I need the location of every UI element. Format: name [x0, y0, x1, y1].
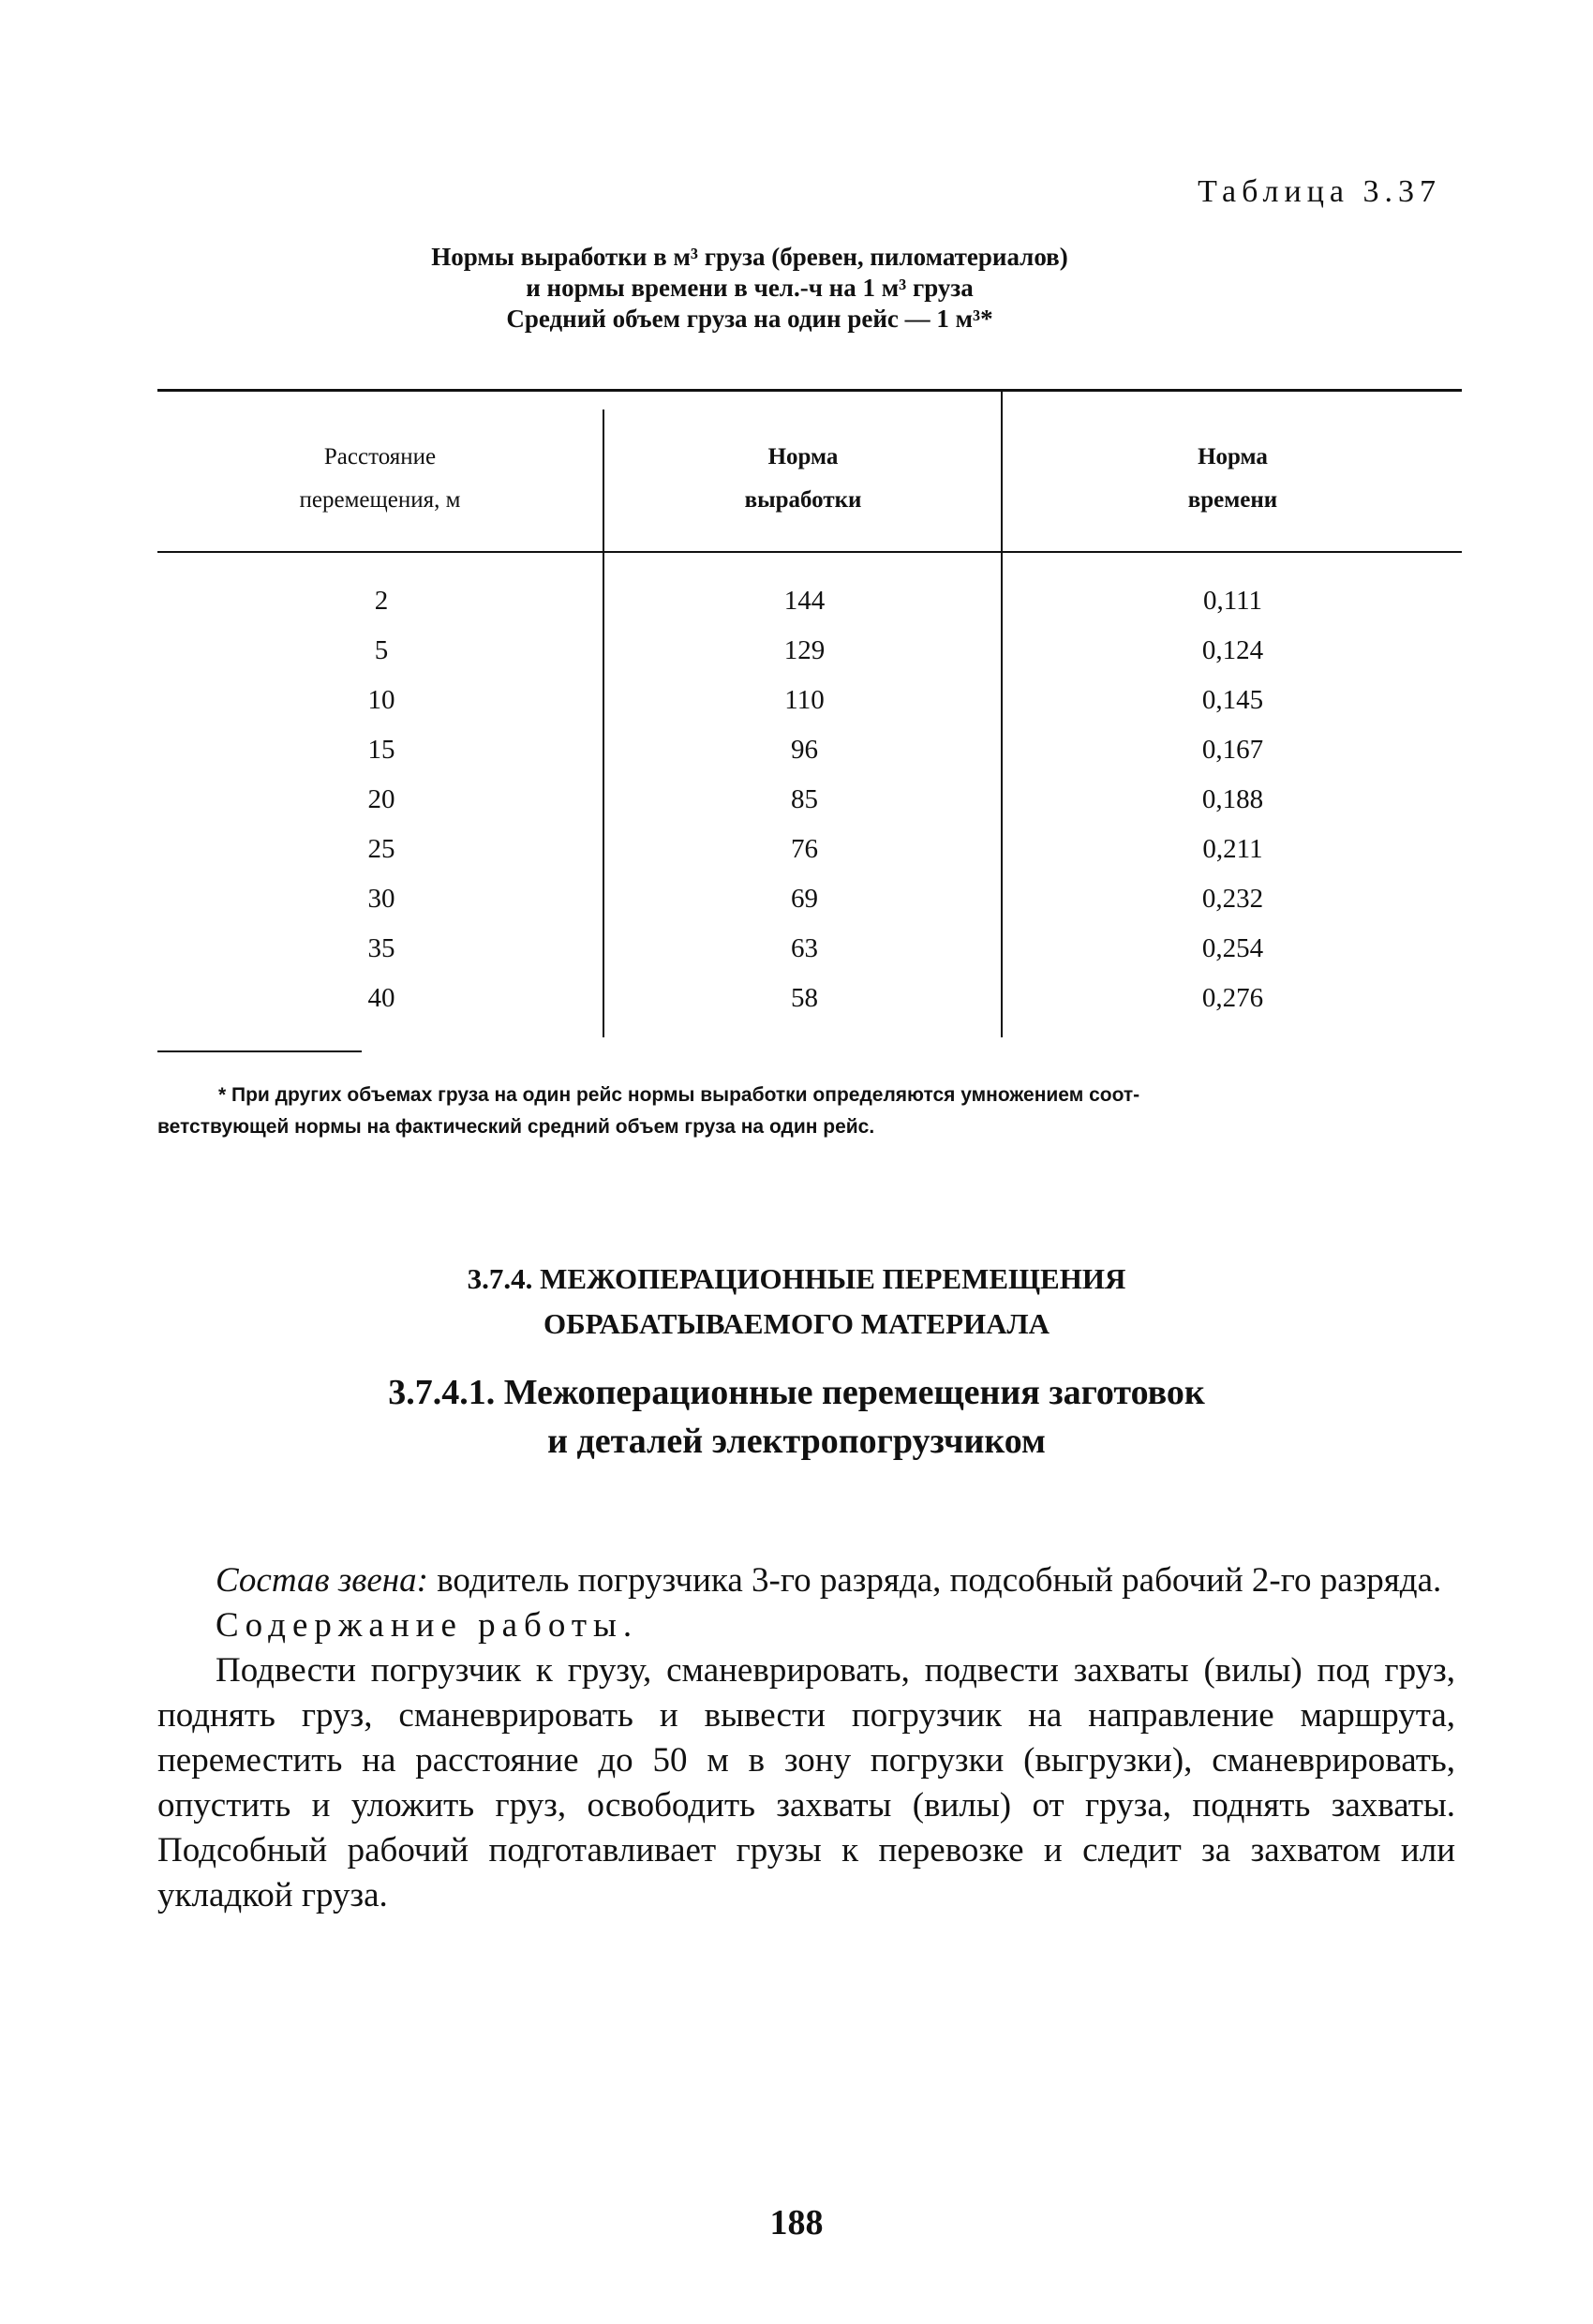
table-header-rule [157, 551, 1462, 553]
header-output-norm: Норма выработки [744, 444, 862, 513]
table-row [157, 626, 1462, 676]
distance-cell: 35 [367, 933, 395, 963]
table-row [157, 676, 1462, 725]
time-cell: 0,167 [1201, 735, 1264, 765]
table-top-rule [157, 389, 1462, 392]
section-heading-line-1: 3.7.4. МЕЖОПЕРАЦИОННЫЕ ПЕРЕМЕЩЕНИЯ [467, 1262, 1126, 1295]
norms-table [157, 389, 1462, 1045]
footnote [157, 1080, 1462, 1143]
output-cell: 110 [784, 685, 825, 715]
footnote-line-2: ветствующей нормы на фактический средний объем груза на один рейс. [157, 1116, 875, 1138]
time-cell: 0,145 [1201, 685, 1264, 715]
table-title-line-2: и нормы времени в чел.-ч на 1 м³ груза [526, 274, 974, 302]
page-number: 188 [769, 2203, 824, 2242]
footnote-line-1: * При других объемах груза на один рейс нормы выработки определяются умножением соот- [218, 1084, 1140, 1106]
header-time-norm: Норма времени [1187, 444, 1278, 513]
table-row [157, 725, 1462, 775]
output-cell: 69 [791, 884, 818, 914]
time-cell: 0,188 [1201, 784, 1264, 814]
distance-cell: 30 [367, 884, 395, 914]
table-row [157, 775, 1462, 825]
output-cell: 144 [783, 586, 826, 616]
time-cell: 0,276 [1201, 983, 1264, 1013]
time-cell: 0,111 [1202, 586, 1263, 616]
distance-cell: 20 [367, 784, 395, 814]
table-row [157, 874, 1462, 924]
distance-cell: 10 [367, 685, 395, 715]
time-cell: 0,232 [1201, 884, 1264, 914]
table-title-line-1: Нормы выработки в м³ груза (бревен, пиломатериалов) [431, 243, 1068, 271]
footnote-rule [157, 1050, 362, 1052]
output-cell: 58 [791, 983, 818, 1013]
subsection-heading-line-1: 3.7.4.1. Межоперационные перемещения заготовок [388, 1373, 1205, 1412]
time-cell: 0,211 [1202, 834, 1263, 864]
crew-text: водитель погрузчика 3-го разряда, подсобный рабочий 2-го разряда. [427, 1561, 1442, 1600]
time-cell: 0,124 [1201, 635, 1264, 665]
table-label: Таблица 3.37 [1198, 174, 1441, 209]
crew-paragraph [157, 1558, 1455, 1603]
table-title-line-3: Средний объем груза на один рейс — 1 м³* [506, 305, 993, 333]
body-text [157, 1558, 1455, 1918]
distance-cell: 40 [367, 983, 395, 1013]
table-row [157, 825, 1462, 874]
distance-cell: 15 [367, 735, 395, 765]
distance-cell: 25 [367, 834, 395, 864]
distance-cell: 5 [374, 635, 389, 665]
table-row [157, 576, 1462, 626]
output-cell: 96 [791, 735, 818, 765]
work-content-paragraph: Подвести погрузчик к грузу, сманеврировать, подвести захваты (вилы) под груз, поднять груз, сманеврировать и вывести погрузчик на направление маршрута, переместить на расстояние до 50 м в зону погрузки (выгрузки), сманеврировать, опустить и уложить груз, освободить захваты (вилы) от груза, поднять захваты. Подсобный рабочий подготавливает грузы к перевозке и следит за захватом или укладкой груза. [157, 1651, 1455, 1914]
table-row [157, 974, 1462, 1023]
table-row [157, 924, 1462, 974]
header-distance: Расстояние перемещения, м [299, 444, 461, 513]
subsection-heading [281, 1368, 1312, 1466]
time-cell: 0,254 [1201, 933, 1264, 963]
output-cell: 76 [791, 834, 818, 864]
section-heading-line-2: ОБРАБАТЫВАЕМОГО МАТЕРИАЛА [543, 1307, 1050, 1340]
distance-cell: 2 [374, 586, 389, 616]
section-heading [281, 1257, 1312, 1347]
table-body [157, 576, 1462, 1023]
table-title [281, 242, 1218, 335]
output-cell: 63 [791, 933, 818, 963]
subsection-heading-line-2: и деталей электропогрузчиком [547, 1422, 1046, 1461]
output-cell: 85 [791, 784, 818, 814]
crew-label: Состав звена: [216, 1561, 428, 1600]
output-cell: 129 [783, 635, 826, 665]
work-content-label: Содержание работы. [216, 1606, 639, 1645]
